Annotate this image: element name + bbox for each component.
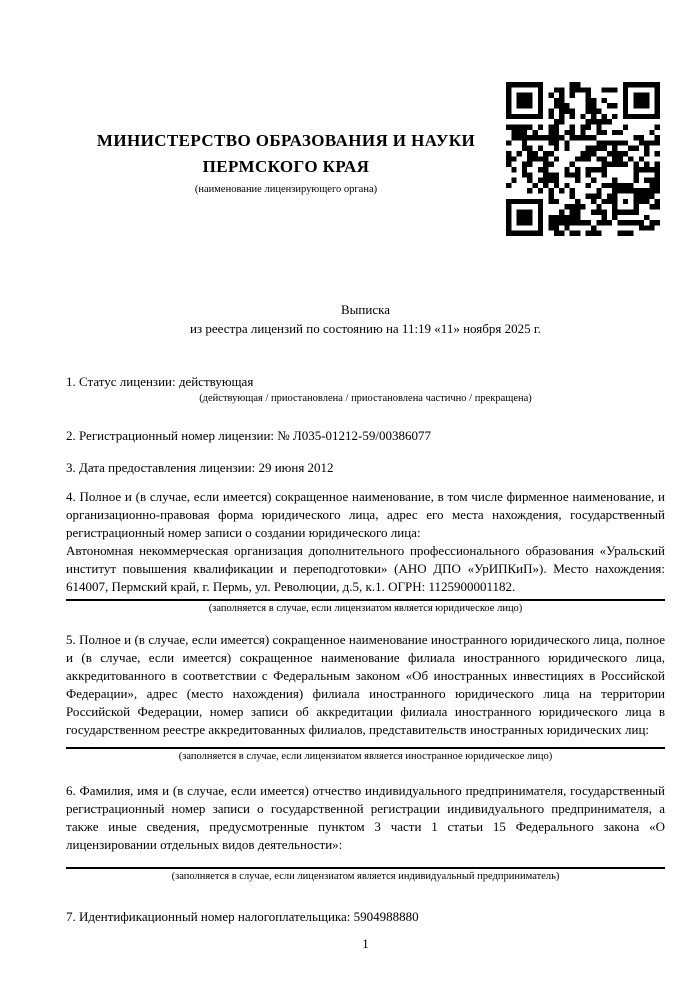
field-legal-entity-label: 4. Полное и (в случае, если имеется) сокращенное наименование, в том числе фирменное наименование, и организационно-правовая форма юридического лица, адрес его места нахождения, государственный регистрационный номер записи о создании юридического лица: [66,489,665,540]
legal-entity-underline [66,599,665,601]
field-entrepreneur-label: 6. Фамилия, имя и (в случае, если имеется) отчество индивидуального предпринимателя, государственный регистрационный номер записи о государственной регистрации индивидуального предпринимателя, а также иные сведения, предусмотренные пунктом 3 части 1 статьи 15 Федерального закона «О лицензировании отдельных видов деятельности»: [66,783,665,852]
licensing-authority-block [66,128,506,196]
document-body [0,300,700,953]
ministry-name-line1: МИНИСТЕРСТВО ОБРАЗОВАНИЯ И НАУКИ [96,131,476,150]
license-status-caption: (действующая / приостановлена / приостановлена частично / прекращена) [199,393,532,404]
document-title [66,300,665,338]
field-legal-entity-value: Автономная некоммерческая организация дополнительного профессионального образования «Уральский институт повышения квалификации и переподготовки» (АНО ДПО «УрИПКиП»). Место нахождения: 614007, Пермский край, г. Пермь, ул. Революции, д.5, к.1. ОГРН: 1125900001182. [66,543,665,594]
foreign-entity-blank-line [66,747,665,749]
legal-entity-caption: (заполняется в случае, если лицензиатом является юридическое лицо) [208,603,523,614]
foreign-entity-caption: (заполняется в случае, если лицензиатом является иностранное юридическое лицо) [178,751,553,762]
title-line2: из реестра лицензий по состоянию на 11:19 «11» ноября 2025 г. [190,321,541,336]
qr-code-pattern [506,82,660,236]
field-taxpayer-id: 7. Идентификационный номер налогоплательщика: 5904988880 [66,909,419,924]
entrepreneur-caption: (заполняется в случае, если лицензиатом является индивидуальный предприниматель) [171,871,560,882]
field-license-grant-date: 3. Дата предоставления лицензии: 29 июня 2012 [66,460,334,475]
field-foreign-entity-label: 5. Полное и (в случае, если имеется) сокращенное наименование иностранного юридического лица, полное и (в случае, если имеется) сокращенное наименование филиала иностранного юридического лица, аккредитованного в соответствии с Федеральным законом «Об иностранных инвестициях в Российской Федерации», адрес (место нахождения) филиала иностранного юридического лица на территории Российской Федерации, номер записи об аккредитации филиала иностранного юридического лица в государственном реестре аккредитованных филиалов, представительств иностранных юридических лиц: [66,632,665,737]
field-registration-number: 2. Регистрационный номер лицензии: № Л035-01212-59/00386077 [66,428,432,443]
qr-code [506,82,660,236]
entrepreneur-blank-line [66,867,665,869]
document-header [0,0,700,236]
ministry-name-line2: ПЕРМСКОГО КРАЯ [202,157,370,176]
field-license-status: 1. Статус лицензии: действующая [66,374,254,389]
title-line1: Выписка [341,302,390,317]
ministry-caption: (наименование лицензирующего органа) [194,184,378,195]
page-number: 1 [362,936,369,951]
